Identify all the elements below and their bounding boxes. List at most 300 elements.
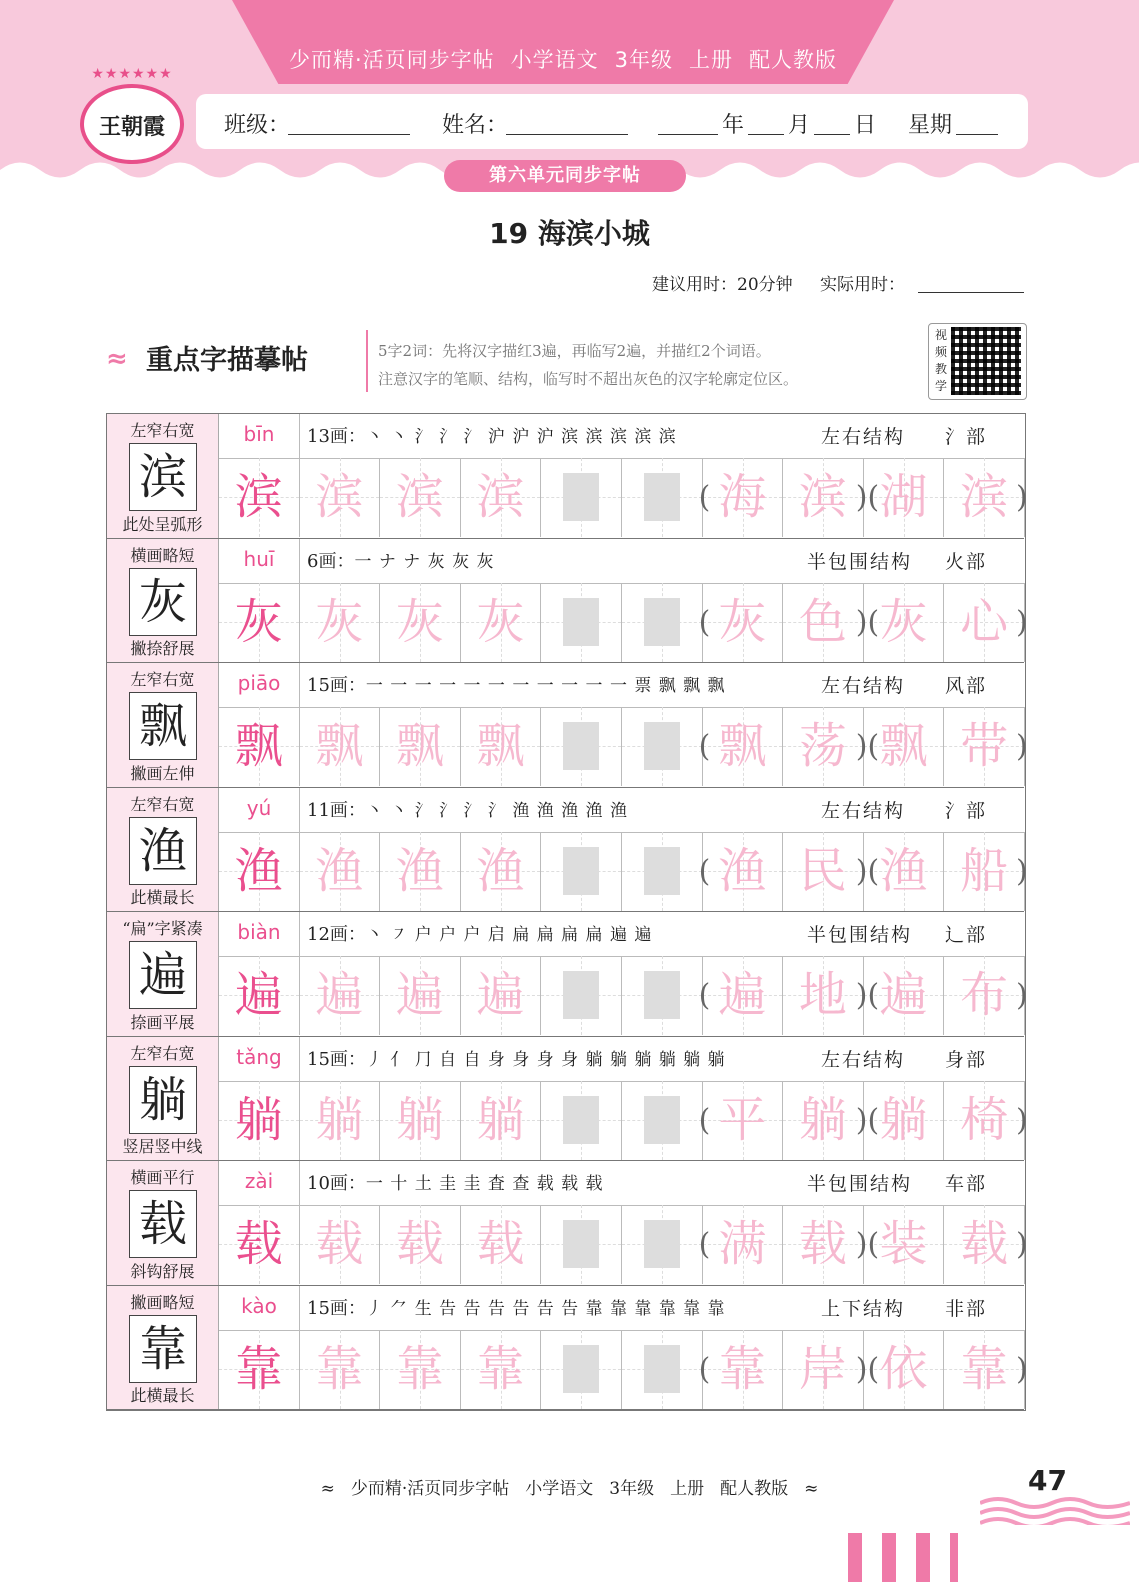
- character: 遍: [476, 967, 525, 1023]
- hint-bottom: 捺画平展: [130, 1012, 195, 1032]
- character: 载: [960, 1216, 1009, 1272]
- outline-guide: [644, 1345, 680, 1393]
- open-paren: (: [698, 480, 711, 515]
- trace-cell: [300, 1081, 381, 1160]
- sample-character: 靠: [129, 1315, 197, 1383]
- open-paren: (: [698, 1227, 711, 1262]
- character: 靠: [960, 1340, 1009, 1397]
- open-paren: (: [698, 729, 711, 764]
- trace-cell: [300, 1205, 381, 1284]
- structure: 半包围结构: [807, 550, 913, 573]
- stroke-order: [307, 1045, 726, 1071]
- hint-column: [107, 1286, 219, 1410]
- close-open-paren: )(: [855, 1351, 880, 1387]
- trace-cell: [461, 1205, 542, 1284]
- outline-guide: [563, 971, 599, 1019]
- write-cell[interactable]: [541, 832, 622, 911]
- hint-column: [107, 1037, 219, 1161]
- stroke-order: [307, 1169, 604, 1195]
- open-paren: (: [698, 978, 711, 1013]
- close-paren: ): [1016, 1102, 1028, 1138]
- character: 滨: [476, 469, 525, 525]
- character: 岸: [798, 1340, 847, 1397]
- model-character: [219, 956, 300, 1035]
- pinyin: tǎng: [219, 1037, 300, 1081]
- hint-column: [107, 912, 219, 1036]
- write-cell[interactable]: [622, 458, 703, 537]
- character: 飘: [315, 718, 364, 774]
- radical: 车部: [945, 1173, 988, 1195]
- model-character: [219, 832, 300, 911]
- character: 靠: [234, 1340, 283, 1397]
- hint-column: [107, 663, 219, 787]
- character: 滨: [395, 469, 444, 525]
- model-character: [219, 1205, 300, 1284]
- character: 载: [476, 1216, 525, 1272]
- character: 心: [960, 593, 1009, 650]
- trace-cell: [300, 583, 381, 662]
- open-paren: (: [698, 1102, 711, 1138]
- trace-cell: [461, 583, 542, 662]
- character: 载: [395, 1216, 444, 1272]
- qr-code-box[interactable]: [928, 323, 1027, 400]
- write-cell[interactable]: [622, 832, 703, 911]
- outline-guide: [644, 847, 680, 895]
- stroke-sequence: 丶 丶 氵 氵 氵 沪 沪 沪 滨 滨 滨 滨 滨: [365, 427, 677, 447]
- radical: 火部: [945, 550, 988, 573]
- character: 滨: [960, 469, 1009, 525]
- hint-bottom: 此横最长: [130, 888, 195, 907]
- stroke-count: 13画：: [307, 426, 366, 447]
- hint-column: [107, 539, 219, 663]
- character: 渔: [718, 842, 767, 899]
- word-trace-cell: [944, 707, 1025, 786]
- weekday-label: 星期: [908, 113, 953, 138]
- trace-cell: [380, 458, 461, 537]
- character: 依: [879, 1340, 928, 1397]
- structure: 左右结构: [821, 1048, 906, 1071]
- character: 灰: [315, 593, 364, 650]
- stroke-count: 15画：: [307, 675, 366, 696]
- write-cell[interactable]: [541, 1081, 622, 1160]
- instruction-line-1: 5字2词：先将汉字描红3遍，再临写2遍，并描红2个词语。: [378, 342, 771, 360]
- close-open-paren: )(: [855, 978, 880, 1013]
- outline-guide: [644, 473, 680, 521]
- stroke-count: 15画：: [307, 1297, 366, 1319]
- trace-cell: [461, 1081, 542, 1160]
- character: 靠: [395, 1340, 444, 1397]
- character: 渔: [395, 842, 444, 899]
- month-label: 月: [788, 113, 811, 138]
- practice-row: [107, 414, 1028, 539]
- trace-cell: [300, 458, 381, 537]
- radical: 风部: [945, 675, 988, 697]
- pinyin: huī: [219, 539, 300, 583]
- practice-row: [107, 663, 1028, 788]
- instruction-line-2: 注意汉字的笔顺、结构，临写时不超出灰色的汉字轮廓定位区。: [378, 370, 799, 388]
- character: 湖: [879, 469, 928, 525]
- character: 靠: [718, 1340, 767, 1397]
- character: 靠: [315, 1340, 364, 1397]
- structure: 半包围结构: [807, 1173, 913, 1195]
- word-trace-cell: [703, 458, 784, 537]
- character: 载: [798, 1216, 847, 1272]
- practice-row: [107, 539, 1028, 664]
- close-paren: ): [1016, 480, 1028, 515]
- character: 飘: [476, 718, 525, 774]
- character: 灰: [234, 593, 283, 650]
- close-open-paren: )(: [855, 1227, 880, 1262]
- stroke-sequence: 一 十 土 圭 圭 査 查 载 载 载: [365, 1174, 604, 1194]
- hint-top: 横画平行: [130, 1168, 195, 1187]
- day-field[interactable]: [814, 134, 850, 135]
- character: 荡: [798, 718, 847, 774]
- close-paren: ): [1016, 853, 1028, 889]
- year-label: 年: [722, 113, 745, 138]
- close-open-paren: )(: [855, 853, 880, 889]
- pinyin: piāo: [219, 663, 300, 707]
- trace-cell: [461, 707, 542, 786]
- structure: 左右结构: [821, 799, 906, 822]
- character: 满: [718, 1216, 767, 1272]
- close-open-paren: )(: [855, 1102, 880, 1138]
- brand-logo: [80, 66, 184, 164]
- wave-icon: ≈: [106, 344, 128, 374]
- hint-bottom: 撇画左伸: [130, 763, 195, 783]
- character: 椅: [960, 1091, 1009, 1148]
- trace-cell: [380, 832, 461, 911]
- character: 渔: [879, 842, 928, 899]
- model-character: [219, 583, 300, 662]
- open-paren: (: [698, 604, 711, 640]
- character: 躺: [879, 1091, 928, 1148]
- sample-character: 渔: [129, 817, 197, 885]
- close-open-paren: )(: [855, 729, 880, 764]
- section-divider: [366, 330, 368, 392]
- close-paren: ): [1016, 604, 1028, 640]
- character: 装: [879, 1216, 928, 1272]
- character: 灰: [395, 593, 444, 650]
- hint-column: [107, 1161, 219, 1285]
- character: 载: [234, 1216, 283, 1272]
- outline-guide: [563, 1345, 599, 1393]
- sample-character: 灰: [129, 568, 197, 636]
- hint-bottom: 斜钩舒展: [130, 1261, 195, 1281]
- hint-top: “扁”字紧凑: [122, 919, 203, 938]
- character: 遍: [234, 967, 283, 1023]
- close-paren: ): [1016, 1227, 1028, 1262]
- stroke-count: 12画：: [307, 924, 366, 945]
- word-trace-cell: [944, 956, 1025, 1035]
- class-label: 班级：: [224, 113, 291, 138]
- radical: 辶部: [945, 924, 988, 946]
- actual-time-label: 实际用时：: [820, 275, 906, 295]
- hint-bottom: 撇捺舒展: [130, 639, 195, 658]
- name-field[interactable]: [506, 134, 628, 135]
- qr-code-icon[interactable]: [951, 327, 1021, 395]
- word-trace-cell: [703, 1081, 784, 1160]
- word-trace-cell: [703, 956, 784, 1035]
- outline-guide: [644, 971, 680, 1019]
- character: 飘: [234, 718, 283, 774]
- name-label: 姓名：: [442, 113, 509, 138]
- word-trace-cell: [944, 583, 1025, 662]
- practice-row: [107, 1286, 1028, 1411]
- structure: 左右结构: [821, 426, 906, 448]
- sample-character: 滨: [129, 443, 197, 511]
- radical: 氵部: [945, 426, 988, 448]
- stroke-count: 15画：: [307, 1048, 366, 1070]
- hint-bottom: 此横最长: [130, 1386, 195, 1405]
- hint-bottom: 此处呈弧形: [122, 514, 203, 534]
- hint-column: [107, 414, 219, 538]
- trace-cell: [300, 707, 381, 786]
- word-trace-cell: [703, 583, 784, 662]
- structure: 上下结构: [821, 1297, 906, 1320]
- word-trace-cell: [944, 1081, 1025, 1160]
- pinyin: kào: [219, 1286, 300, 1330]
- outline-guide: [644, 1096, 680, 1144]
- section-title: 重点字描摹帖: [146, 345, 308, 376]
- close-paren: ): [1016, 729, 1028, 764]
- stroke-order: [307, 547, 494, 573]
- practice-row: [107, 788, 1028, 913]
- page-number: 47: [1028, 1464, 1067, 1497]
- hint-top: 左窄右宽: [130, 421, 195, 440]
- radical: 氵部: [945, 799, 988, 822]
- class-field[interactable]: [288, 134, 410, 135]
- pinyin: biàn: [219, 912, 300, 956]
- structure: 半包围结构: [807, 924, 913, 946]
- outline-guide: [563, 1096, 599, 1144]
- character: 遍: [718, 967, 767, 1023]
- trace-cell: [380, 1205, 461, 1284]
- trace-cell: [461, 832, 542, 911]
- word-trace-cell: [783, 1205, 864, 1284]
- word-trace-cell: [783, 583, 864, 662]
- character: 遍: [315, 967, 364, 1023]
- word-trace-cell: [703, 1330, 784, 1409]
- write-cell[interactable]: [541, 583, 622, 662]
- student-info-bar: [196, 94, 1028, 149]
- hint-top: 撇画略短: [130, 1292, 195, 1312]
- character: 民: [798, 842, 847, 899]
- stroke-sequence: 丶 ㇇ 户 户 户 启 扁 扁 扁 扁 遍 遍: [365, 925, 653, 945]
- character: 躺: [234, 1091, 283, 1148]
- outline-guide: [563, 847, 599, 895]
- character: 布: [960, 967, 1009, 1023]
- sample-character: 躺: [129, 1066, 197, 1134]
- character: 灰: [879, 593, 928, 650]
- logo-name: 王朝霞: [98, 114, 165, 140]
- model-character: [219, 1330, 300, 1409]
- character: 带: [960, 718, 1009, 774]
- stroke-sequence: 一 ナ ナ 灰 灰 灰: [354, 551, 495, 572]
- outline-guide: [563, 722, 599, 770]
- time-info: [652, 270, 905, 295]
- outline-guide: [563, 598, 599, 646]
- character: 海: [718, 469, 767, 525]
- outline-guide: [563, 1220, 599, 1268]
- character: 遍: [395, 967, 444, 1023]
- word-trace-cell: [944, 458, 1025, 537]
- hint-top: 横画略短: [130, 545, 195, 565]
- actual-time-field[interactable]: [918, 292, 1024, 293]
- practice-row: [107, 912, 1028, 1037]
- decorative-bars: [848, 1533, 958, 1582]
- sample-character: 飘: [129, 692, 197, 760]
- lesson-title: 19 海滨小城: [489, 217, 650, 250]
- open-paren: (: [698, 853, 711, 889]
- trace-cell: [300, 832, 381, 911]
- write-cell[interactable]: [541, 707, 622, 786]
- stroke-count: 6画：: [307, 550, 355, 572]
- character: 渔: [315, 842, 364, 899]
- character: 载: [315, 1216, 364, 1272]
- trace-cell: [380, 707, 461, 786]
- character: 平: [718, 1091, 767, 1148]
- hint-column: [107, 788, 219, 912]
- character: 飘: [879, 718, 928, 774]
- suggested-time: 建议用时：20分钟: [652, 275, 793, 295]
- write-cell[interactable]: [622, 707, 703, 786]
- character: 滨: [315, 469, 364, 525]
- outline-guide: [644, 1220, 680, 1268]
- write-cell[interactable]: [622, 956, 703, 1035]
- character: 躺: [476, 1091, 525, 1148]
- word-trace-cell: [944, 1330, 1025, 1409]
- write-cell[interactable]: [622, 1081, 703, 1160]
- trace-cell: [300, 1330, 381, 1409]
- stroke-count: 11画：: [307, 799, 366, 821]
- word-trace-cell: [783, 458, 864, 537]
- character: 渔: [234, 842, 283, 899]
- character: 滨: [798, 469, 847, 525]
- word-trace-cell: [783, 1081, 864, 1160]
- word-trace-cell: [703, 1205, 784, 1284]
- write-cell[interactable]: [622, 1205, 703, 1284]
- sample-character: 载: [129, 1190, 197, 1258]
- unit-tab: 第六单元同步字帖: [444, 160, 686, 192]
- trace-cell: [380, 956, 461, 1035]
- character: 渔: [476, 842, 525, 899]
- outline-guide: [563, 473, 599, 521]
- stroke-sequence: 丿 ⺈ 生 告 告 告 告 告 告 靠 靠 靠 靠 靠 靠: [365, 1298, 726, 1319]
- character: 地: [798, 967, 847, 1023]
- write-cell[interactable]: [541, 1330, 622, 1409]
- qr-label: 视频教学: [934, 328, 947, 393]
- word-trace-cell: [783, 956, 864, 1035]
- write-cell[interactable]: [622, 1330, 703, 1409]
- character: 躺: [798, 1091, 847, 1148]
- hint-top: 左窄右宽: [130, 794, 195, 814]
- hint-bottom: 竖居竖中线: [122, 1137, 203, 1156]
- header-title: 少而精·活页同步字帖 小学语文 3年级 上册 配人教版: [288, 48, 838, 72]
- character: 躺: [395, 1091, 444, 1148]
- trace-cell: [380, 1330, 461, 1409]
- word-trace-cell: [783, 1330, 864, 1409]
- write-cell[interactable]: [622, 583, 703, 662]
- word-trace-cell: [703, 832, 784, 911]
- outline-guide: [644, 598, 680, 646]
- stroke-order: [307, 920, 652, 946]
- character: 飘: [718, 718, 767, 774]
- model-character: [219, 707, 300, 786]
- trace-cell: [380, 1081, 461, 1160]
- stroke-order: [307, 422, 677, 448]
- close-open-paren: )(: [855, 480, 880, 515]
- month-field[interactable]: [748, 134, 784, 135]
- character: 飘: [395, 718, 444, 774]
- practice-grid: [106, 413, 1026, 1411]
- footer-wave: [980, 1495, 1130, 1525]
- word-trace-cell: [783, 832, 864, 911]
- logo-stars: ★★★★★★: [91, 66, 173, 82]
- character: 躺: [315, 1091, 364, 1148]
- model-character: [219, 458, 300, 537]
- weekday-field[interactable]: [956, 134, 998, 135]
- practice-row: [107, 1161, 1028, 1286]
- radical: 身部: [945, 1048, 988, 1071]
- character: 色: [798, 593, 847, 650]
- day-label: 日: [854, 113, 877, 138]
- stroke-sequence: 一 一 一 一 一 一 一 一 一 一 一 票 飘 飘 飘: [365, 676, 726, 696]
- open-paren: (: [698, 1351, 711, 1387]
- sample-character: 遍: [129, 941, 197, 1009]
- outline-guide: [644, 722, 680, 770]
- close-paren: ): [1016, 978, 1028, 1013]
- practice-row: [107, 1037, 1028, 1162]
- stroke-order: [307, 796, 628, 822]
- close-paren: ): [1016, 1351, 1028, 1387]
- write-cell[interactable]: [541, 1205, 622, 1284]
- character: 灰: [476, 593, 525, 650]
- stroke-sequence: 丶 丶 氵 氵 氵 氵 渔 渔 渔 渔 渔: [365, 800, 628, 821]
- trace-cell: [300, 956, 381, 1035]
- pinyin: yú: [219, 788, 300, 832]
- hint-top: 左窄右宽: [130, 1043, 195, 1063]
- character: 滨: [234, 469, 283, 525]
- trace-cell: [461, 956, 542, 1035]
- character: 灰: [718, 593, 767, 650]
- hint-top: 左窄右宽: [130, 670, 195, 689]
- pinyin: zài: [219, 1161, 300, 1205]
- word-trace-cell: [944, 1205, 1025, 1284]
- close-open-paren: )(: [855, 604, 880, 640]
- character: 遍: [879, 967, 928, 1023]
- word-trace-cell: [703, 707, 784, 786]
- stroke-order: [307, 671, 726, 697]
- trace-cell: [461, 458, 542, 537]
- stroke-sequence: 丿 亻 ⺆ 自 自 身 身 身 身 躺 躺 躺 躺 躺 躺: [365, 1049, 726, 1070]
- write-cell[interactable]: [541, 956, 622, 1035]
- trace-cell: [380, 583, 461, 662]
- footer: ≈ 少而精·活页同步字帖 小学语文 3年级 上册 配人教版 ≈: [320, 1479, 819, 1499]
- write-cell[interactable]: [541, 458, 622, 537]
- model-character: [219, 1081, 300, 1160]
- trace-cell: [461, 1330, 542, 1409]
- character: 靠: [476, 1340, 525, 1397]
- stroke-count: 10画：: [307, 1173, 366, 1194]
- stroke-order: [307, 1294, 726, 1320]
- word-trace-cell: [944, 832, 1025, 911]
- character: 船: [960, 842, 1009, 899]
- pinyin: bīn: [219, 414, 300, 458]
- year-field[interactable]: [658, 134, 718, 135]
- structure: 左右结构: [821, 675, 906, 697]
- word-trace-cell: [783, 707, 864, 786]
- radical: 非部: [945, 1297, 988, 1320]
